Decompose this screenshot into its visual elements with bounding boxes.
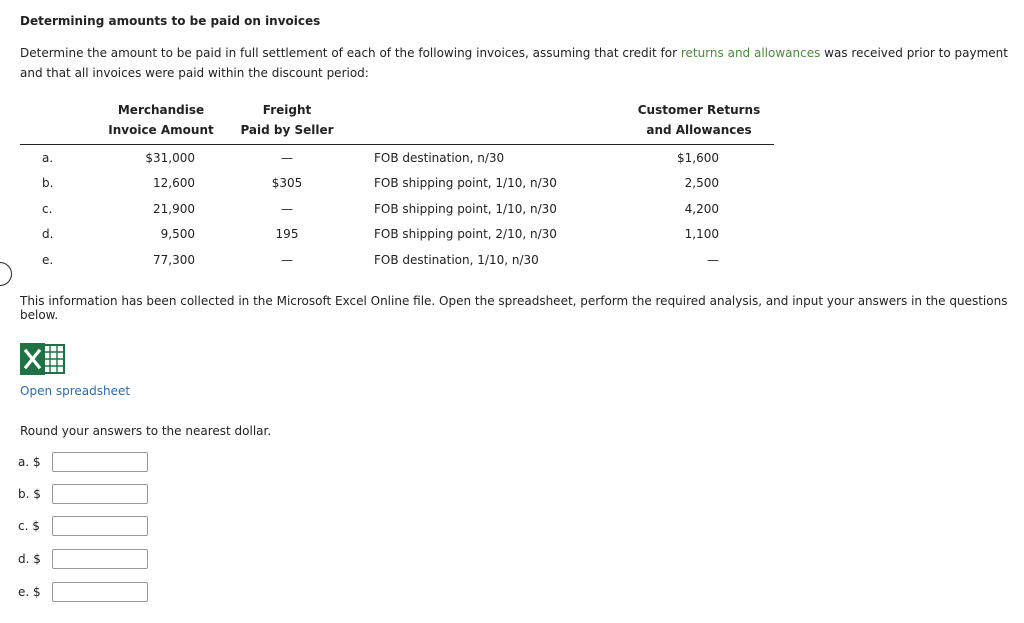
row-label: b. [42, 176, 54, 191]
invoice-amount-cell: 12,600 [153, 176, 195, 191]
header-label [20, 100, 92, 145]
freight-cell: $305 [271, 176, 303, 191]
invoice-table [20, 100, 774, 273]
header-returns-line1: Customer Returns [637, 103, 761, 117]
table-row [20, 145, 774, 171]
invoice-amount-cell: $31,000 [145, 150, 195, 165]
freight-cell: — [281, 201, 293, 216]
answer-label: b. $ [18, 487, 41, 501]
returns-allowances-link[interactable]: returns and allowances [680, 46, 821, 60]
open-spreadsheet-link[interactable]: Open spreadsheet [20, 384, 131, 398]
answer-row-c [18, 515, 148, 537]
freight-cell: — [281, 252, 293, 267]
answer-row-d [18, 548, 148, 570]
table-row [20, 171, 774, 197]
row-label: d. [42, 227, 54, 242]
intro-text-end: was received prior to payment and that all invoices were paid within the discount period: [20, 46, 1008, 80]
answer-input-b[interactable] [52, 484, 148, 504]
returns-cell: — [707, 252, 719, 267]
invoice-amount-cell: 21,900 [153, 201, 195, 216]
returns-cell: 1,100 [684, 227, 719, 242]
rounding-instruction: Round your answers to the nearest dollar. [20, 424, 272, 438]
table-row [20, 247, 774, 273]
terms-cell: FOB shipping point, 1/10, n/30 [374, 176, 557, 191]
excel-info-text: This information has been collected in the Microsoft Excel Online file. Open the spreadsheet, perform the required analysis, and input your answers in the questions below. [20, 294, 1008, 322]
answer-label: c. $ [18, 519, 40, 533]
terms-cell: FOB shipping point, 1/10, n/30 [374, 201, 557, 216]
intro-text-start: Determine the amount to be paid in full settlement of each of the following invoices, assuming that credit for [20, 46, 681, 60]
freight-cell: 195 [275, 227, 299, 242]
answer-input-d[interactable] [52, 549, 148, 569]
answer-label: d. $ [18, 552, 41, 566]
terms-cell: FOB destination, 1/10, n/30 [374, 252, 539, 267]
returns-cell: $1,600 [677, 150, 719, 165]
row-label: e. [42, 252, 54, 267]
answer-label: e. $ [18, 585, 41, 599]
table-header-row [20, 100, 774, 145]
answer-row-b [18, 483, 148, 505]
instructions [20, 43, 1010, 83]
header-terms [354, 100, 584, 145]
returns-cell: 4,200 [684, 201, 719, 216]
excel-icon[interactable] [20, 343, 66, 378]
invoice-amount-cell: 77,300 [153, 252, 195, 267]
answer-input-a[interactable] [52, 452, 148, 472]
page-title: Determining amounts to be paid on invoices [20, 14, 321, 28]
table-row [20, 196, 774, 222]
terms-cell: FOB shipping point, 2/10, n/30 [374, 227, 557, 242]
row-label: a. [42, 150, 54, 165]
answer-input-c[interactable] [52, 516, 148, 536]
answer-row-e [18, 581, 148, 603]
answer-row-a [18, 451, 148, 473]
table-row [20, 222, 774, 248]
header-freight [220, 100, 354, 145]
freight-cell: — [281, 150, 293, 165]
row-label: c. [42, 201, 53, 216]
invoice-amount-cell: 9,500 [160, 227, 195, 242]
header-returns-line2: and Allowances [646, 123, 752, 137]
returns-cell: 2,500 [684, 176, 719, 191]
answer-input-e[interactable] [52, 582, 148, 602]
header-invoice-amount-line2: Invoice Amount [108, 123, 214, 137]
margin-circle-marker [0, 262, 12, 286]
terms-cell: FOB destination, n/30 [374, 150, 505, 165]
header-returns [584, 100, 774, 145]
header-invoice-amount-line1: Merchandise [117, 103, 205, 117]
header-freight-line2: Paid by Seller [240, 123, 334, 137]
header-freight-line1: Freight [262, 103, 312, 117]
answer-label: a. $ [18, 455, 41, 469]
header-invoice-amount [92, 100, 220, 145]
